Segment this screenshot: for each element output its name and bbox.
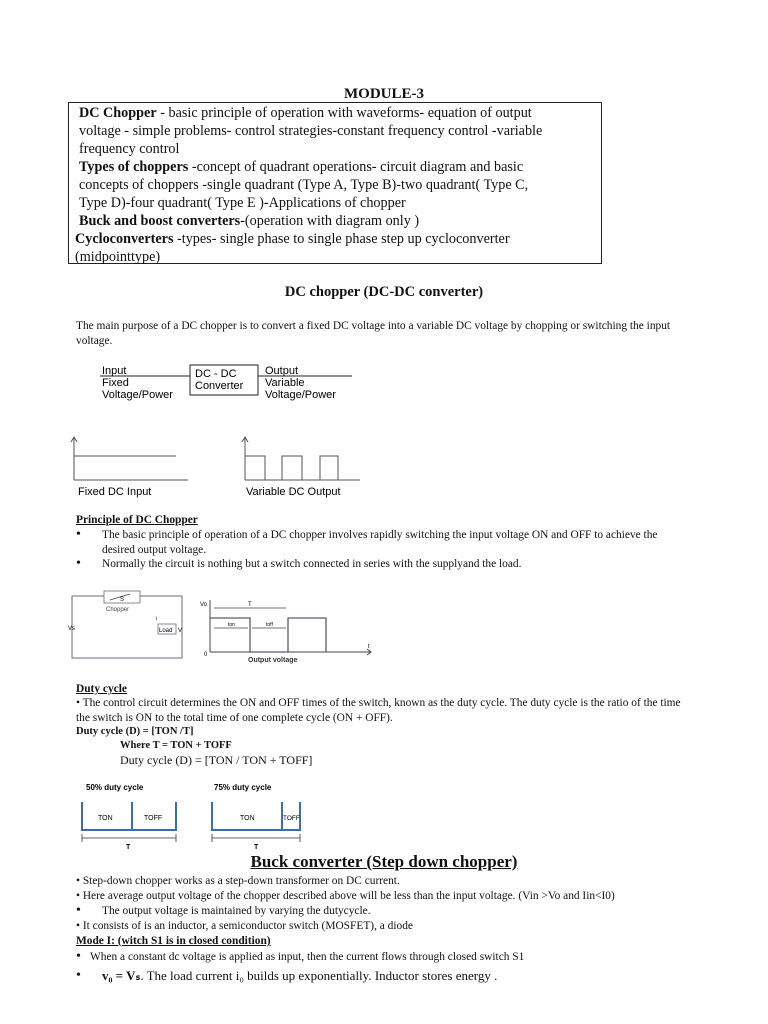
duty-75-label: 75% duty cycle (214, 783, 272, 792)
fixed-dc-input-label: Fixed DC Input (78, 486, 152, 498)
syllabus-text: -(operation with diagram only ) (240, 213, 420, 229)
duty-50-toff: TOFF (144, 815, 163, 822)
syllabus-bold: Buck and boost converters (79, 213, 241, 229)
module-title: MODULE-3 (344, 86, 424, 102)
bullet-icon: • (76, 527, 81, 542)
bullet-icon: • (76, 949, 81, 964)
origin-label: 0 (204, 652, 208, 658)
syllabus-text: -types- single phase to single phase step up cycloconverter (173, 231, 510, 247)
syllabus-line (69, 104, 601, 122)
converter-label: Converter (195, 380, 244, 392)
output-voltage-waveform (198, 594, 378, 666)
syllabus-bold: DC Chopper (79, 105, 157, 121)
duty-75-period-label: T (254, 844, 259, 851)
mode-heading: Mode I: (witch S1 is in closed condition) (76, 935, 271, 947)
syllabus-line (69, 230, 601, 248)
duty-formula-3: Duty cycle (D) = [TON / TON + TOFF] (120, 753, 313, 767)
duty-50-ton: TON (98, 815, 113, 822)
toff-label: toff (266, 622, 273, 628)
vo-equation: v₀ = Vₛ (102, 968, 141, 983)
buck-point-4: • It consists of is an inductor, a semiconductor switch (MOSFET), a diode (76, 920, 413, 932)
io-label: i (156, 616, 158, 622)
vs-label: Vs (68, 626, 76, 632)
intro-paragraph: The main purpose of a DC chopper is to convert a fixed DC voltage into a variable DC voltage by chopping or switching the input voltage. (76, 320, 671, 347)
syllabus-line (69, 158, 601, 176)
list-item (76, 967, 696, 985)
syllabus-bold: Types of choppers (79, 159, 189, 175)
chopper-label: Chopper (106, 607, 130, 613)
switch-label: S (120, 597, 125, 603)
syllabus-line: Type D)-four quadrant( Type E )-Applications of chopper (79, 195, 406, 211)
dc-dc-label: DC - DC (195, 368, 237, 380)
syllabus-text: -concept of quadrant operations- circuit diagram and basic (188, 159, 524, 175)
syllabus-line (69, 212, 601, 230)
list-item (76, 950, 696, 966)
syllabus-line: frequency control (79, 141, 180, 157)
duty-75-ton: TON (240, 815, 255, 822)
fixed-label: Fixed (102, 377, 129, 389)
buck-heading: Buck converter (Step down chopper) (250, 852, 518, 871)
vo-label: V (178, 628, 183, 634)
output-voltage-power-label: Voltage/Power (265, 389, 336, 401)
dc-waveforms (70, 432, 380, 502)
output-voltage-caption: Output voltage (248, 657, 298, 664)
chopper-circuit (68, 590, 198, 664)
principle-heading: Principle of DC Chopper (76, 514, 198, 526)
list-item (76, 904, 696, 920)
bullet-icon: • (76, 968, 81, 983)
syllabus-bold: Cycloconverters (75, 231, 174, 247)
duty-formula-1: Duty cycle (D) = [TON /T] (76, 726, 194, 737)
bullet-text: The output voltage is maintained by varying the dutycycle. (102, 905, 371, 917)
bullet-text: When a constant dc voltage is applied as input, then the current flows through closed switch S1 (90, 951, 525, 963)
section-heading: DC chopper (DC-DC converter) (284, 284, 484, 300)
list-item (76, 557, 696, 573)
variable-label: Variable (265, 377, 305, 389)
buck-point-1: • Step-down chopper works as a step-down transformer on DC current. (76, 875, 400, 887)
duty-50-label: 50% duty cycle (86, 783, 144, 792)
buck-point-2: • Here average output voltage of the chopper described above will be less than the input voltage. (Vin >Vo and Iin<I0) (76, 890, 615, 902)
duty-50-period-label: T (126, 844, 131, 851)
duty-cycle-diagrams (78, 780, 328, 852)
output-label: Output (265, 365, 299, 377)
vo-axis-label: Vo (200, 602, 208, 608)
ton-label: ton (228, 622, 235, 628)
variable-dc-output-label: Variable DC Output (246, 486, 341, 498)
variable-pulse-train (245, 456, 338, 480)
duty-paragraph: • The control circuit determines the ON and OFF times of the switch, known as the duty cycle. The duty cycle is the ratio of the time the switch is ON to the total time of one complete cycle (ON + OFF). (76, 697, 681, 724)
duty-formula-2: Where T = TON + TOFF (120, 740, 232, 751)
syllabus-line: voltage - simple problems- control strategies-constant frequency control -variable (79, 123, 543, 139)
duty-75-toff: TOFF (283, 815, 300, 822)
bullet-text: The basic principle of operation of a DC chopper involves rapidly switching the input voltage ON and OFF to achieve the desired output voltage. (102, 529, 658, 556)
input-label: Input (102, 365, 127, 377)
syllabus-box (68, 102, 602, 264)
period-label: T (248, 602, 252, 608)
load-current-text: . The load current i₀ builds up exponentially. Inductor stores energy . (140, 968, 498, 983)
list-item (76, 528, 696, 558)
bullet-text (102, 967, 692, 985)
bullet-icon: • (76, 903, 81, 918)
time-label: t (368, 644, 370, 650)
bullet-icon: • (76, 556, 81, 571)
voltage-power-label: Voltage/Power (102, 389, 173, 401)
duty-heading: Duty cycle (76, 683, 127, 695)
syllabus-text: - basic principle of operation with waveforms- equation of output (156, 105, 532, 121)
load-label: Load (159, 628, 173, 634)
bullet-text: Normally the circuit is nothing but a switch connected in series with the supplyand the load. (102, 558, 522, 570)
syllabus-line: concepts of choppers -single quadrant (Type A, Type B)-two quadrant( Type C, (79, 177, 529, 193)
syllabus-line: (midpointtype) (75, 249, 161, 265)
block-diagram (90, 360, 370, 408)
